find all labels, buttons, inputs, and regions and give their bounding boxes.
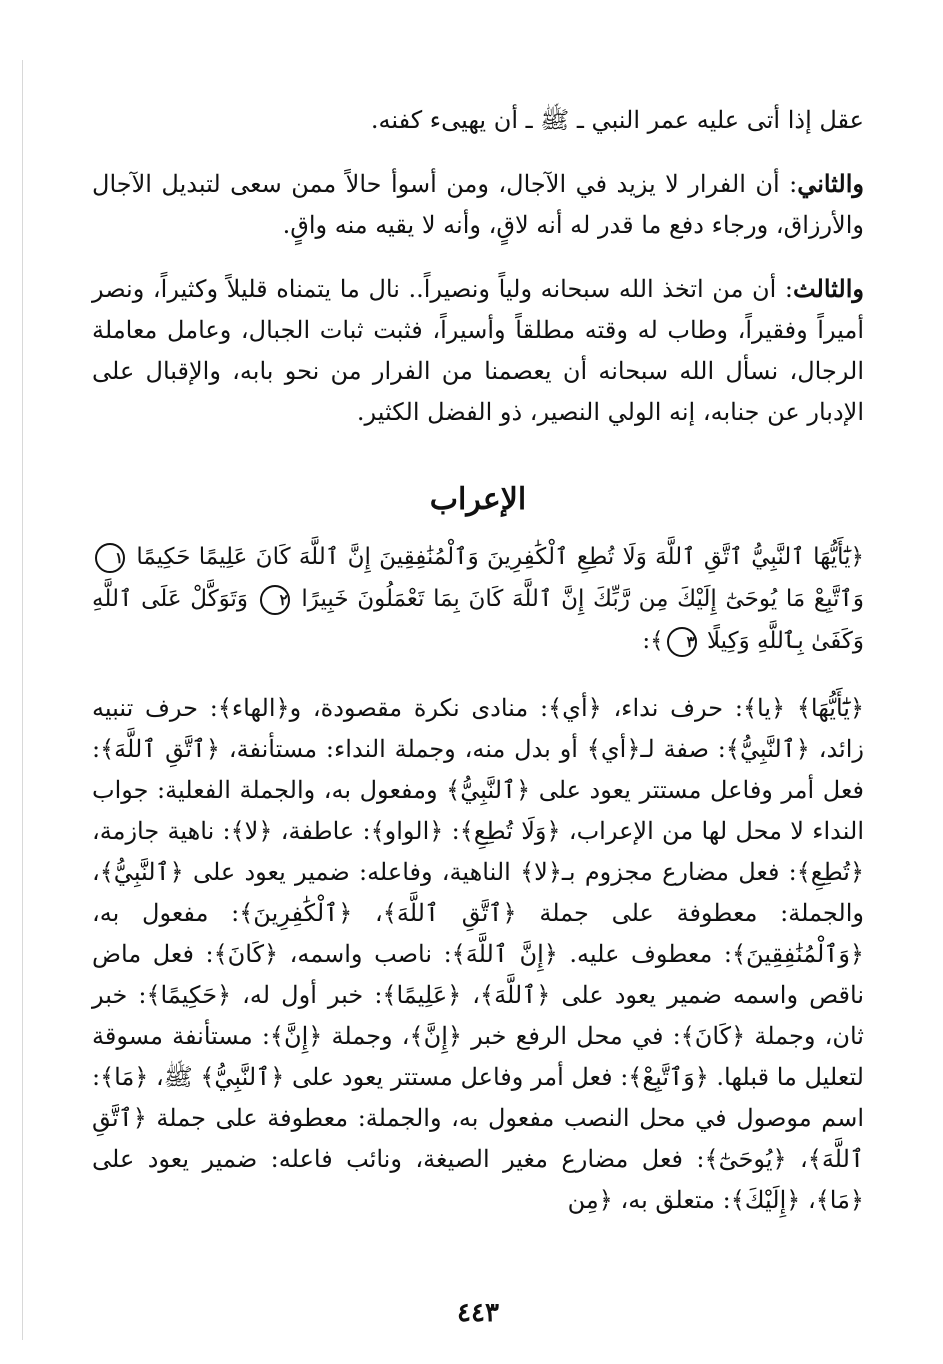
- continuation-text: عقل إذا أتى عليه عمر النبي ـ ﷺ ـ أن يهيىء كفنه.: [370, 106, 864, 134]
- paragraph-lead: والثالث: [792, 274, 864, 303]
- section-heading: الإعراب: [429, 482, 527, 517]
- quran-verse-block: [92, 536, 864, 662]
- verse-text-1: ﴿يَٰٓأَيُّهَا ٱلنَّبِيُّ ٱتَّقِ ٱللَّهَ وَلَا تُطِعِ ٱلْكَٰفِرِينَ وَٱلْمُنَٰفِقِينَ إِنَّ ٱللَّهَ كَانَ عَلِيمًا حَكِيمًا: [136, 544, 864, 570]
- grammar-analysis: [92, 688, 864, 1221]
- margin-rule: [22, 60, 23, 1340]
- page-number: ٤٤٣: [457, 1298, 499, 1328]
- verse-number-marker: ٢: [260, 585, 290, 615]
- paragraph-text: : أن الفرار لا يزيد في الآجال، ومن أسوأ حالاً ممن سعى لتبديل الآجال والأرزاق، ورجاء دفع ما قدر له أنه لاقٍ، وأنه لا يقيه منه واقٍ.: [92, 170, 864, 239]
- paragraph-second: [92, 163, 864, 246]
- paragraph-lead: والثاني: [797, 169, 864, 198]
- paragraph-continuation: [92, 100, 864, 141]
- verse-close: ﴾:: [642, 628, 664, 654]
- verse-number-marker: ١: [95, 543, 125, 573]
- analysis-text: ﴿يَٰٓأَيُّهَا﴾ ﴿يا﴾: حرف نداء، ﴿أي﴾: منادى نكرة مقصودة، و﴿الهاء﴾: حرف تنبيه زائد، ﴿ٱلنَّبِيُّ﴾: صفة لـ﴿أي﴾ أو بدل منه، وجملة النداء: مستأنفة، ﴿ٱتَّقِ ٱللَّهَ﴾: فعل أمر وفاعل مستتر يعود على ﴿ٱلنَّبِيُّ﴾ ومفعول به، والجملة الفعلية: جواب النداء لا محل لها من الإعراب، ﴿وَلَا تُطِعِ﴾: ﴿الواو﴾: عاطفة، ﴿لا﴾: ناهية جازمة، ﴿تُطِعِ﴾: فعل مضارع مجزوم بـ﴿لا﴾ الناهية، وفاعله: ضمير يعود على ﴿ٱلنَّبِيُّ﴾، والجملة: معطوفة على جملة ﴿ٱتَّقِ ٱللَّهَ﴾، ﴿ٱلْكَٰفِرِينَ﴾: مفعول به، ﴿وَٱلْمُنَٰفِقِينَ﴾: معطوف عليه. ﴿إِنَّ ٱللَّهَ﴾: ناصب واسمه، ﴿كَانَ﴾: فعل ماض ناقص واسمه ضمير يعود على ﴿ٱللَّهَ﴾، ﴿عَلِيمًا﴾: خبر أول له، ﴿حَكِيمًا﴾: خبر ثان، وجملة ﴿كَانَ﴾: في محل الرفع خبر ﴿إِنَّ﴾، وجملة ﴿إِنَّ﴾: مستأنفة مسوقة لتعليل ما قبلها. ﴿وَٱتَّبِعْ﴾: فعل أمر وفاعل مستتر يعود على ﴿ٱلنَّبِيُّ﴾ ﷺ، ﴿مَا﴾: اسم موصول في محل النصب مفعول به، والجملة: معطوفة على جملة ﴿ٱتَّقِ ٱللَّهَ﴾، ﴿يُوحَىٰٓ﴾: فعل مضارع مغير الصيغة، ونائب فاعله: ضمير يعود على ﴿مَا﴾، ﴿إِلَيْكَ﴾: متعلق به، ﴿مِن: [91, 694, 865, 1214]
- verse-text-2: وَٱتَّبِعْ مَا يُوحَىٰٓ إِلَيْكَ مِن رَّبِّكَ إِنَّ ٱللَّهَ كَانَ بِمَا تَعْمَلُونَ خَبِيرًا: [301, 586, 864, 612]
- verse-text-3: وَتَوَكَّلْ عَلَى ٱللَّهِ وَكَفَىٰ بِٱللَّهِ وَكِيلًا: [92, 586, 864, 654]
- verse-number-marker: ٣: [667, 627, 697, 657]
- paragraph-text: : أن من اتخذ الله سبحانه ولياً ونصيراً.. نال ما يتمناه قليلاً وكثيراً، ونصر أميراً وفقيراً، وطاب له وقته مطلقاً وأسيراً، فثبت ثبات الجبال، وعامل معاملة الرجال، نسأل الله سبحانه أن يعصمنا من الفرار من نحو بابه، والإقبال على الإدبار عن جنابه، إنه الولي النصير، ذو الفضل الكثير.: [92, 275, 864, 426]
- paragraph-third: [92, 268, 864, 433]
